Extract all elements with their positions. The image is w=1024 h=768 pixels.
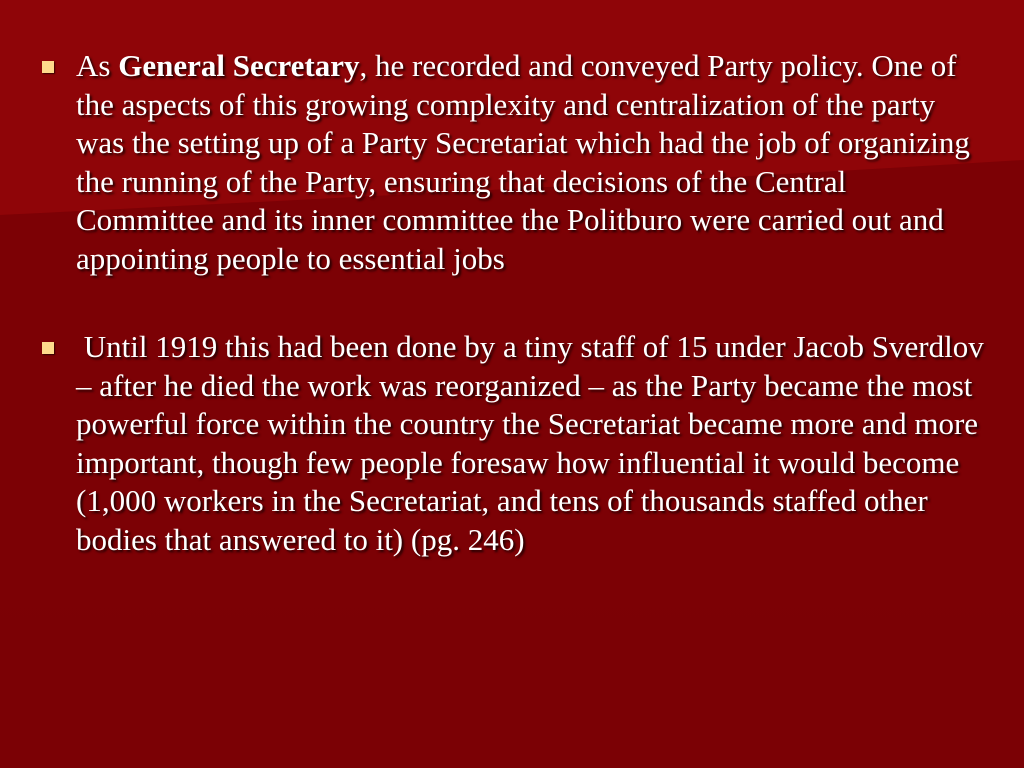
bullet-text: , he recorded and conveyed Party policy. One of the aspects of this growing complexity and centralization of the party was the setting up of a Party Secretariat which had the job of organizing the running of the Party, ensuring that decisions of the Central Committee and its inner committee the Politburo were carried out and appointing people to essential jobs [76,48,970,276]
bullet-text: Until 1919 this had been done by a tiny staff of 15 under Jacob Sverdlov – after he died the work was reorganized – as the Party became the most powerful force within the country the Secretariat became more and more important, though few people foresaw how influential it would become (1,000 workers in the Secretariat, and tens of thousands staffed other bodies that answered to it) (pg. 246) [76,329,992,557]
bullet-prefix: As [76,48,119,83]
bullet-item-general-secretary [40,47,990,278]
bullet-bold-term: General Secretary [118,48,360,83]
bullet-item-secretariat-growth [40,328,990,559]
square-bullet-icon [42,61,54,73]
square-bullet-icon [42,342,54,354]
slide-content [40,47,990,559]
